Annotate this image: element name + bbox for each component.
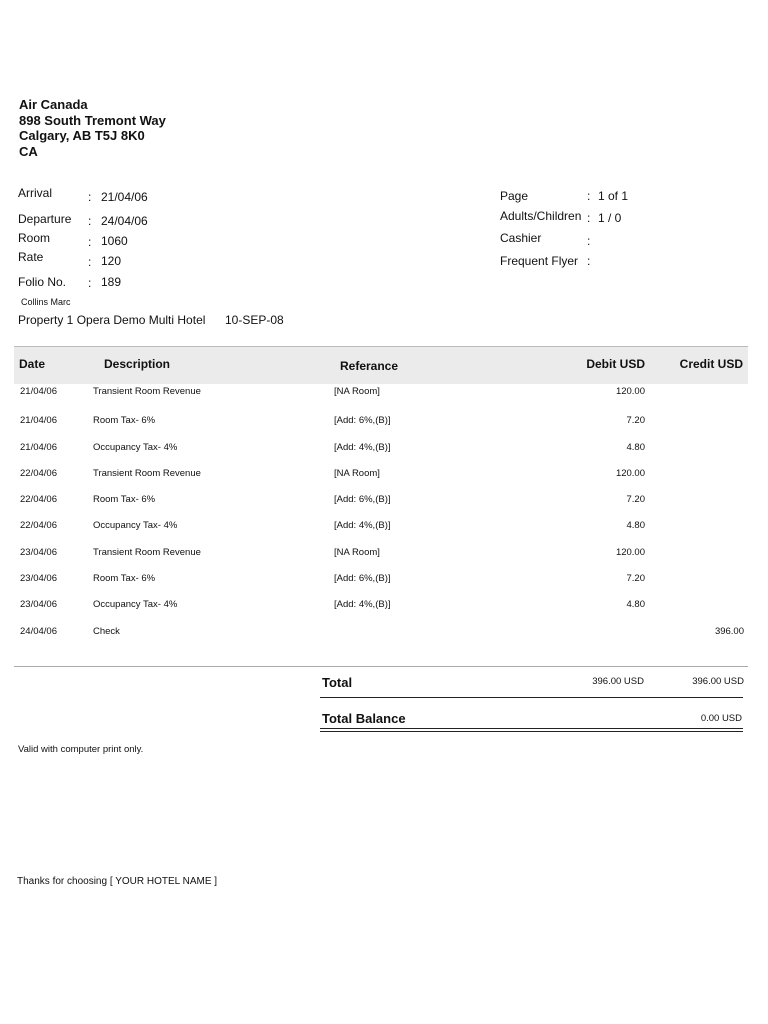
total-debit: 396.00 USD: [592, 676, 644, 687]
row-reference: [Add: 6%,(B)]: [334, 415, 391, 426]
rate-label: Rate: [18, 250, 44, 264]
row-date: 22/04/06: [20, 494, 57, 505]
row-reference: [Add: 4%,(B)]: [334, 599, 391, 610]
departure-value: 24/04/06: [101, 214, 148, 228]
row-description: Room Tax- 6%: [93, 415, 156, 426]
rate-value: 120: [101, 254, 122, 268]
row-debit: 7.20: [626, 573, 645, 584]
address-company: Air Canada: [19, 97, 88, 112]
adults-children-colon: :: [587, 211, 591, 225]
row-reference: [Add: 4%,(B)]: [334, 520, 391, 531]
row-description: Check: [93, 626, 120, 637]
table-divider: [14, 666, 748, 667]
balance-value: 0.00 USD: [700, 713, 742, 724]
row-date: 22/04/06: [20, 468, 57, 479]
row-credit: 396.00: [714, 626, 744, 637]
address-country: CA: [19, 143, 38, 159]
page-colon: :: [587, 189, 591, 203]
row-description: Occupancy Tax- 4%: [93, 442, 178, 453]
adults-children-value: 1 / 0: [598, 211, 622, 225]
row-debit: 4.80: [626, 520, 645, 531]
table-row: [0, 547, 768, 561]
row-date: 23/04/06: [20, 547, 57, 558]
table-header: [14, 346, 748, 384]
room-label: Room: [18, 231, 51, 245]
arrival-value: 21/04/06: [101, 190, 148, 204]
frequent-flyer-colon: :: [587, 254, 591, 268]
room-colon: :: [88, 235, 92, 249]
header-credit: Credit USD: [679, 357, 743, 371]
row-description: Transient Room Revenue: [93, 468, 201, 479]
table-row: [0, 626, 768, 640]
row-date: 24/04/06: [20, 626, 57, 637]
validity-note: Valid with computer print only.: [18, 744, 144, 755]
property-name: Property 1 Opera Demo Multi Hotel: [18, 313, 206, 327]
row-date: 23/04/06: [20, 599, 57, 610]
balance-label: Total Balance: [322, 711, 406, 726]
row-date: 23/04/06: [20, 573, 57, 584]
row-debit: 120.00: [615, 386, 645, 397]
row-reference: [Add: 6%,(B)]: [334, 573, 391, 584]
table-row: [0, 573, 768, 587]
address-street: 898 South Tremont Way: [19, 112, 166, 128]
departure-colon: :: [88, 214, 92, 228]
folio-value: 189: [101, 275, 122, 289]
table-row: [0, 599, 768, 613]
row-debit: 120.00: [615, 547, 645, 558]
balance-divider-top: [320, 728, 743, 729]
row-date: 22/04/06: [20, 520, 57, 531]
table-row: [0, 494, 768, 508]
row-debit: 7.20: [626, 415, 645, 426]
thanks-note: Thanks for choosing [ YOUR HOTEL NAME ]: [17, 876, 218, 887]
folio-colon: :: [88, 276, 92, 290]
total-divider: [320, 697, 743, 698]
guest-name: Collins Marc: [21, 297, 71, 307]
billing-address: [19, 97, 166, 159]
address-city: Calgary, AB T5J 8K0: [19, 128, 145, 143]
page-label: Page: [500, 189, 529, 203]
row-reference: [Add: 4%,(B)]: [334, 442, 391, 453]
row-reference: [Add: 6%,(B)]: [334, 494, 391, 505]
room-value: 1060: [101, 234, 128, 248]
header-reference: Referance: [340, 359, 399, 373]
page-value: 1 of 1: [598, 189, 629, 203]
total-credit: 396.00 USD: [692, 676, 744, 687]
cashier-label: Cashier: [500, 231, 542, 245]
arrival-colon: :: [88, 190, 92, 204]
row-date: 21/04/06: [20, 442, 57, 453]
adults-children-label: Adults/Children: [500, 209, 582, 223]
row-description: Room Tax- 6%: [93, 573, 156, 584]
row-reference: [NA Room]: [334, 468, 380, 479]
row-reference: [NA Room]: [334, 547, 380, 558]
row-description: Transient Room Revenue: [93, 386, 201, 397]
row-reference: [NA Room]: [334, 386, 380, 397]
frequent-flyer-label: Frequent Flyer: [500, 254, 579, 268]
table-row: [0, 520, 768, 534]
balance-divider-bottom: [320, 731, 743, 732]
row-debit: 120.00: [615, 468, 645, 479]
cashier-colon: :: [587, 234, 591, 248]
table-row: [0, 415, 768, 429]
header-description: Description: [104, 357, 171, 371]
row-description: Transient Room Revenue: [93, 547, 201, 558]
row-date: 21/04/06: [20, 386, 57, 397]
print-date: 10-SEP-08: [225, 313, 284, 327]
row-debit: 4.80: [626, 599, 645, 610]
departure-label: Departure: [18, 212, 72, 226]
row-debit: 4.80: [626, 442, 645, 453]
table-row: [0, 386, 768, 400]
row-description: Occupancy Tax- 4%: [93, 520, 178, 531]
row-description: Occupancy Tax- 4%: [93, 599, 178, 610]
header-debit: Debit USD: [586, 357, 645, 371]
row-debit: 7.20: [626, 494, 645, 505]
folio-label: Folio No.: [18, 275, 67, 289]
row-date: 21/04/06: [20, 415, 57, 426]
header-date: Date: [19, 357, 46, 371]
total-label: Total: [322, 675, 353, 690]
rate-colon: :: [88, 255, 92, 269]
table-row: [0, 442, 768, 456]
row-description: Room Tax- 6%: [93, 494, 156, 505]
table-row: [0, 468, 768, 482]
arrival-label: Arrival: [18, 186, 53, 200]
